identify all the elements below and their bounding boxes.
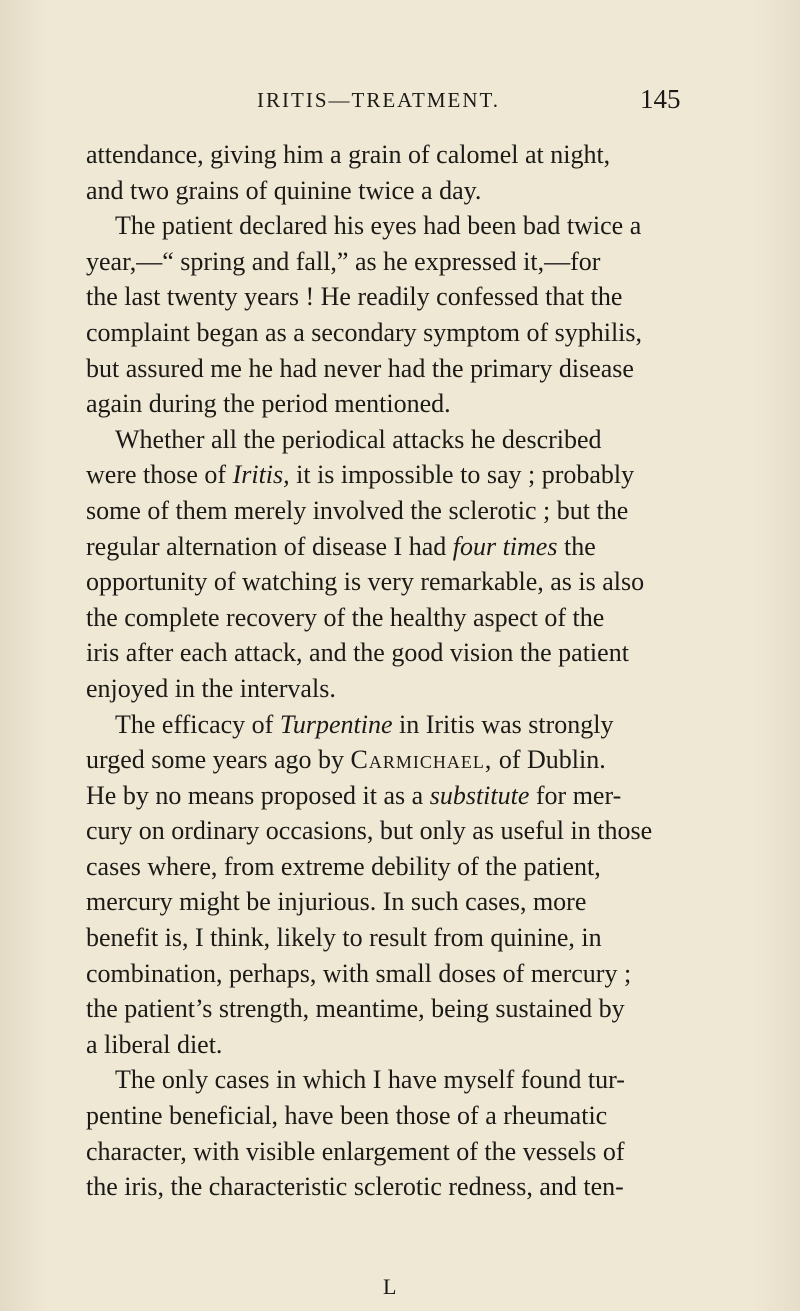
text-line: mercury might be injurious. In such cases, more bbox=[86, 887, 587, 917]
text-line: a liberal diet. bbox=[86, 1029, 223, 1059]
italic-emphasis: substitute bbox=[429, 780, 530, 810]
text-run: urged some years ago by bbox=[86, 745, 351, 775]
text-line: character, with visible enlargement of the vessels of bbox=[86, 1136, 625, 1166]
text-line: enjoyed in the intervals. bbox=[86, 673, 336, 703]
text-line bbox=[86, 457, 718, 493]
paragraph-start-line bbox=[86, 707, 718, 743]
text-line: cases where, from extreme debility of the patient, bbox=[86, 851, 601, 881]
text-run: were those of bbox=[86, 460, 233, 490]
text-run: the bbox=[557, 531, 596, 561]
text-line: benefit is, I think, likely to result from quinine, in bbox=[86, 923, 602, 953]
text-line: opportunity of watching is very remarkable, as is also bbox=[86, 567, 645, 597]
text-line: the iris, the characteristic sclerotic redness, and ten- bbox=[86, 1172, 624, 1202]
text-run: of Dublin. bbox=[492, 745, 606, 775]
text-line: pentine beneficial, have been those of a rheumatic bbox=[86, 1101, 608, 1131]
text-line: the complete recovery of the healthy aspect of the bbox=[86, 602, 605, 632]
paragraph-start-line: Whether all the periodical attacks he described bbox=[115, 424, 602, 454]
text-line: and two grains of quinine twice a day. bbox=[86, 175, 482, 205]
body-text bbox=[86, 137, 718, 1205]
page-number: 145 bbox=[640, 84, 681, 114]
text-line: the last twenty years ! He readily confessed that the bbox=[86, 282, 623, 312]
text-run: He by no means proposed it as a bbox=[86, 780, 430, 810]
text-line bbox=[86, 778, 718, 814]
paragraph-start-line: The only cases in which I have myself found tur- bbox=[115, 1065, 625, 1095]
text-line: the patient’s strength, meantime, being sustained by bbox=[86, 994, 625, 1024]
text-line bbox=[86, 529, 718, 565]
running-title: IRITIS—TREATMENT. bbox=[257, 88, 501, 112]
text-line: but assured me he had never had the primary disease bbox=[86, 353, 634, 383]
text-line bbox=[86, 742, 718, 778]
italic-term: Turpentine bbox=[279, 709, 393, 739]
text-line: iris after each attack, and the good vision the patient bbox=[86, 638, 629, 668]
page-header bbox=[0, 84, 800, 124]
text-line: attendance, giving him a grain of calomel at night, bbox=[86, 140, 611, 169]
text-line: year,—“ spring and fall,” as he expressed it,—for bbox=[86, 246, 601, 276]
text-run: for mer- bbox=[529, 780, 622, 810]
signature-mark: L bbox=[383, 1274, 397, 1299]
text-run: in Iritis was strongly bbox=[392, 709, 614, 739]
text-line: cury on ordinary occasions, but only as useful in those bbox=[86, 816, 653, 846]
text-line: complaint began as a secondary symptom of syphilis, bbox=[86, 317, 643, 347]
italic-term: Iritis, bbox=[232, 460, 290, 490]
text-run: The efficacy of bbox=[115, 709, 280, 739]
author-name: Carmichael, bbox=[350, 745, 493, 775]
text-line: some of them merely involved the sclerotic ; but the bbox=[86, 495, 629, 525]
text-line: again during the period mentioned. bbox=[86, 389, 451, 419]
text-run: it is impossible to say ; probably bbox=[289, 460, 635, 490]
text-line: combination, perhaps, with small doses of mercury ; bbox=[86, 958, 632, 988]
paragraph-start-line: The patient declared his eyes had been bad twice a bbox=[115, 211, 642, 241]
text-run: regular alternation of disease I had bbox=[86, 531, 453, 561]
italic-emphasis: four times bbox=[452, 531, 558, 561]
